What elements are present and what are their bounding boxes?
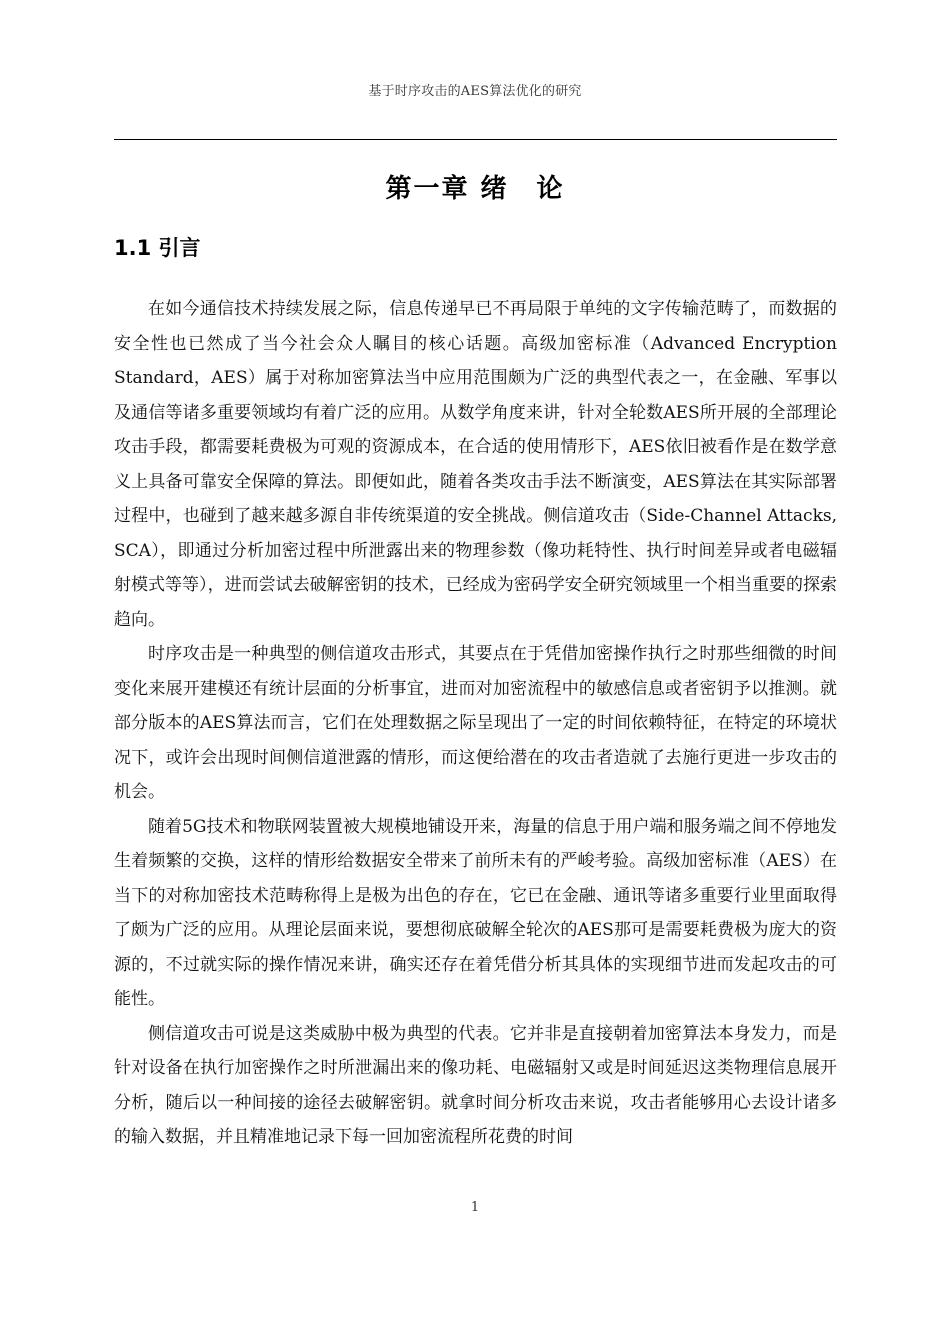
paragraph: 在如今通信技术持续发展之际，信息传递早已不再局限于单纯的文字传输范畴了，而数据的安全性也已然成了当今社会众人瞩目的核心话题。高级加密标准（Advanced Encryption Standard，AES）属于对称加密算法当中应用范围颇为广泛的典型代表之一，在金融、军事以及通信等诸多重要领域均有着广泛的应用。从数学角度来讲，针对全轮数AES所开展的全部理论攻击手段，都需要耗费极为可观的资源成本，在合适的使用情形下，AES依旧被看作是在数学意义上具备可靠安全保障的算法。即便如此，随着各类攻击手法不断演变，AES算法在其实际部署过程中，也碰到了越来越多源自非传统渠道的安全挑战。侧信道攻击（Side-Channel Attacks, SCA），即通过分析加密过程中所泄露出来的物理参数（像功耗特性、执行时间差异或者电磁辐射模式等等），进而尝试去破解密钥的技术，已经成为密码学安全研究领域里一个相当重要的探索趋向。 — [114, 299, 837, 630]
section-heading: 1.1 引言 — [114, 236, 201, 260]
running-header: 基于时序攻击的AES算法优化的研究 — [368, 84, 582, 99]
paragraph: 时序攻击是一种典型的侧信道攻击形式，其要点在于凭借加密操作执行之时那些细微的时间变化来展开建模还有统计层面的分析事宜，进而对加密流程中的敏感信息或者密钥予以推测。就部分版本的AES算法而言，它们在处理数据之际呈现出了一定的时间依赖特征，在特定的环境状况下，或许会出现时间侧信道泄露的情形，而这便给潜在的攻击者造就了去施行更进一步攻击的机会。 — [114, 644, 837, 802]
header-divider — [114, 139, 837, 140]
page-number: 1 — [470, 1200, 480, 1215]
body-text — [114, 292, 837, 1155]
chapter-title: 第一章 绪 论 — [385, 174, 565, 204]
paragraph: 随着5G技术和物联网装置被大规模地铺设开来，海量的信息于用户端和服务端之间不停地发生着频繁的交换，这样的情形给数据安全带来了前所未有的严峻考验。高级加密标准（AES）在当下的对称加密技术范畴称得上是极为出色的存在，它已在金融、通讯等诸多重要行业里面取得了颇为广泛的应用。从理论层面来说，要想彻底破解全轮次的AES那可是需要耗费极为庞大的资源的，不过就实际的操作情况来讲，确实还存在着凭借分析其具体的实现细节进而发起攻击的可能性。 — [114, 816, 837, 1009]
paragraph: 侧信道攻击可说是这类威胁中极为典型的代表。它并非是直接朝着加密算法本身发力，而是针对设备在执行加密操作之时所泄漏出来的像功耗、电磁辐射又或是时间延迟这类物理信息展开分析，随后以一种间接的途径去破解密钥。就拿时间分析攻击来说，攻击者能够用心去设计诸多的输入数据，并且精准地记录下每一回加密流程所花费的时间 — [114, 1023, 837, 1147]
